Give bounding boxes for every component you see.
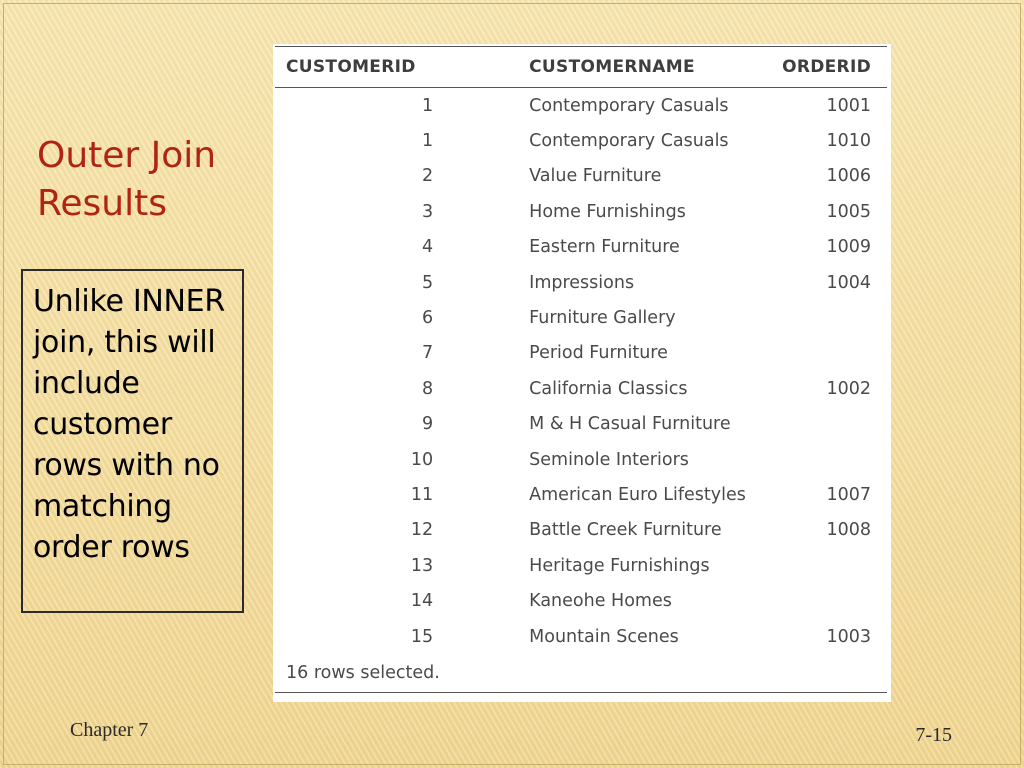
results-table-panel xyxy=(273,44,891,702)
table-footer-row xyxy=(275,654,887,693)
column-header-orderid: ORDERID xyxy=(767,47,887,88)
cell-customername: Period Furniture xyxy=(529,343,668,364)
cell-orderid: 1005 xyxy=(826,201,871,222)
cell-customername: Value Furniture xyxy=(529,166,662,187)
cell-customerid: 1 xyxy=(422,95,434,116)
cell-customerid: 3 xyxy=(422,201,434,222)
cell-orderid xyxy=(767,548,887,583)
cell-customername: Impressions xyxy=(529,272,635,293)
table-body xyxy=(275,88,887,655)
table-row xyxy=(275,336,887,371)
cell-customername: Eastern Furniture xyxy=(529,237,680,258)
table-row xyxy=(275,265,887,300)
cell-customername: Contemporary Casuals xyxy=(529,131,729,152)
cell-customerid: 6 xyxy=(422,308,434,329)
table-row xyxy=(275,619,887,654)
rows-selected-text: 16 rows selected. xyxy=(275,654,887,693)
cell-orderid xyxy=(767,300,887,335)
note-box xyxy=(21,269,244,613)
table-header-row xyxy=(275,47,887,88)
cell-customerid: 7 xyxy=(422,343,434,364)
cell-orderid xyxy=(767,336,887,371)
page-number: 7-15 xyxy=(915,724,952,746)
cell-orderid xyxy=(767,583,887,618)
cell-customername: Heritage Furnishings xyxy=(529,555,710,576)
cell-orderid: 1003 xyxy=(826,626,871,647)
cell-customerid: 13 xyxy=(410,555,434,576)
cell-customername: Contemporary Casuals xyxy=(529,95,729,116)
cell-customername: American Euro Lifestyles xyxy=(529,484,746,505)
cell-customername: Kaneohe Homes xyxy=(529,591,672,612)
cell-customername: Battle Creek Furniture xyxy=(529,520,722,541)
table-row xyxy=(275,194,887,229)
cell-customername: California Classics xyxy=(529,378,688,399)
cell-customername: M & H Casual Furniture xyxy=(529,414,731,435)
cell-orderid: 1001 xyxy=(826,95,871,116)
cell-orderid: 1009 xyxy=(826,237,871,258)
table-row xyxy=(275,442,887,477)
cell-customerid: 10 xyxy=(410,449,434,470)
cell-orderid: 1006 xyxy=(826,166,871,187)
table-row xyxy=(275,123,887,158)
cell-customerid: 2 xyxy=(422,166,434,187)
table-row xyxy=(275,300,887,335)
table-row xyxy=(275,407,887,442)
cell-customerid: 15 xyxy=(410,626,434,647)
cell-customerid: 14 xyxy=(410,591,434,612)
results-table xyxy=(275,46,887,693)
cell-customername: Furniture Gallery xyxy=(529,308,676,329)
cell-orderid: 1002 xyxy=(826,378,871,399)
cell-customerid: 4 xyxy=(422,237,434,258)
cell-orderid: 1004 xyxy=(826,272,871,293)
cell-orderid xyxy=(767,442,887,477)
table-row xyxy=(275,583,887,618)
cell-orderid: 1007 xyxy=(826,484,871,505)
cell-customerid: 5 xyxy=(422,272,434,293)
column-header-customerid: CUSTOMERID xyxy=(275,47,523,88)
slide-title: Outer Join Results xyxy=(37,135,217,224)
cell-customerid: 11 xyxy=(410,484,434,505)
table-row xyxy=(275,513,887,548)
cell-orderid: 1008 xyxy=(826,520,871,541)
cell-customername: Home Furnishings xyxy=(529,201,686,222)
cell-customerid: 8 xyxy=(422,378,434,399)
cell-orderid: 1010 xyxy=(826,131,871,152)
cell-customername: Mountain Scenes xyxy=(529,626,679,647)
cell-orderid xyxy=(767,407,887,442)
table-row xyxy=(275,477,887,512)
note-text: Unlike INNER join, this will include customer rows with no matching order rows xyxy=(33,284,225,565)
cell-customerid: 12 xyxy=(410,520,434,541)
table-row xyxy=(275,159,887,194)
table-row xyxy=(275,88,887,124)
cell-customerid: 9 xyxy=(422,414,434,435)
chapter-label: Chapter 7 xyxy=(70,719,149,741)
column-header-customername: CUSTOMERNAME xyxy=(523,47,767,88)
cell-customerid: 1 xyxy=(422,131,434,152)
cell-customername: Seminole Interiors xyxy=(529,449,689,470)
table-row xyxy=(275,371,887,406)
table-row xyxy=(275,548,887,583)
table-row xyxy=(275,230,887,265)
